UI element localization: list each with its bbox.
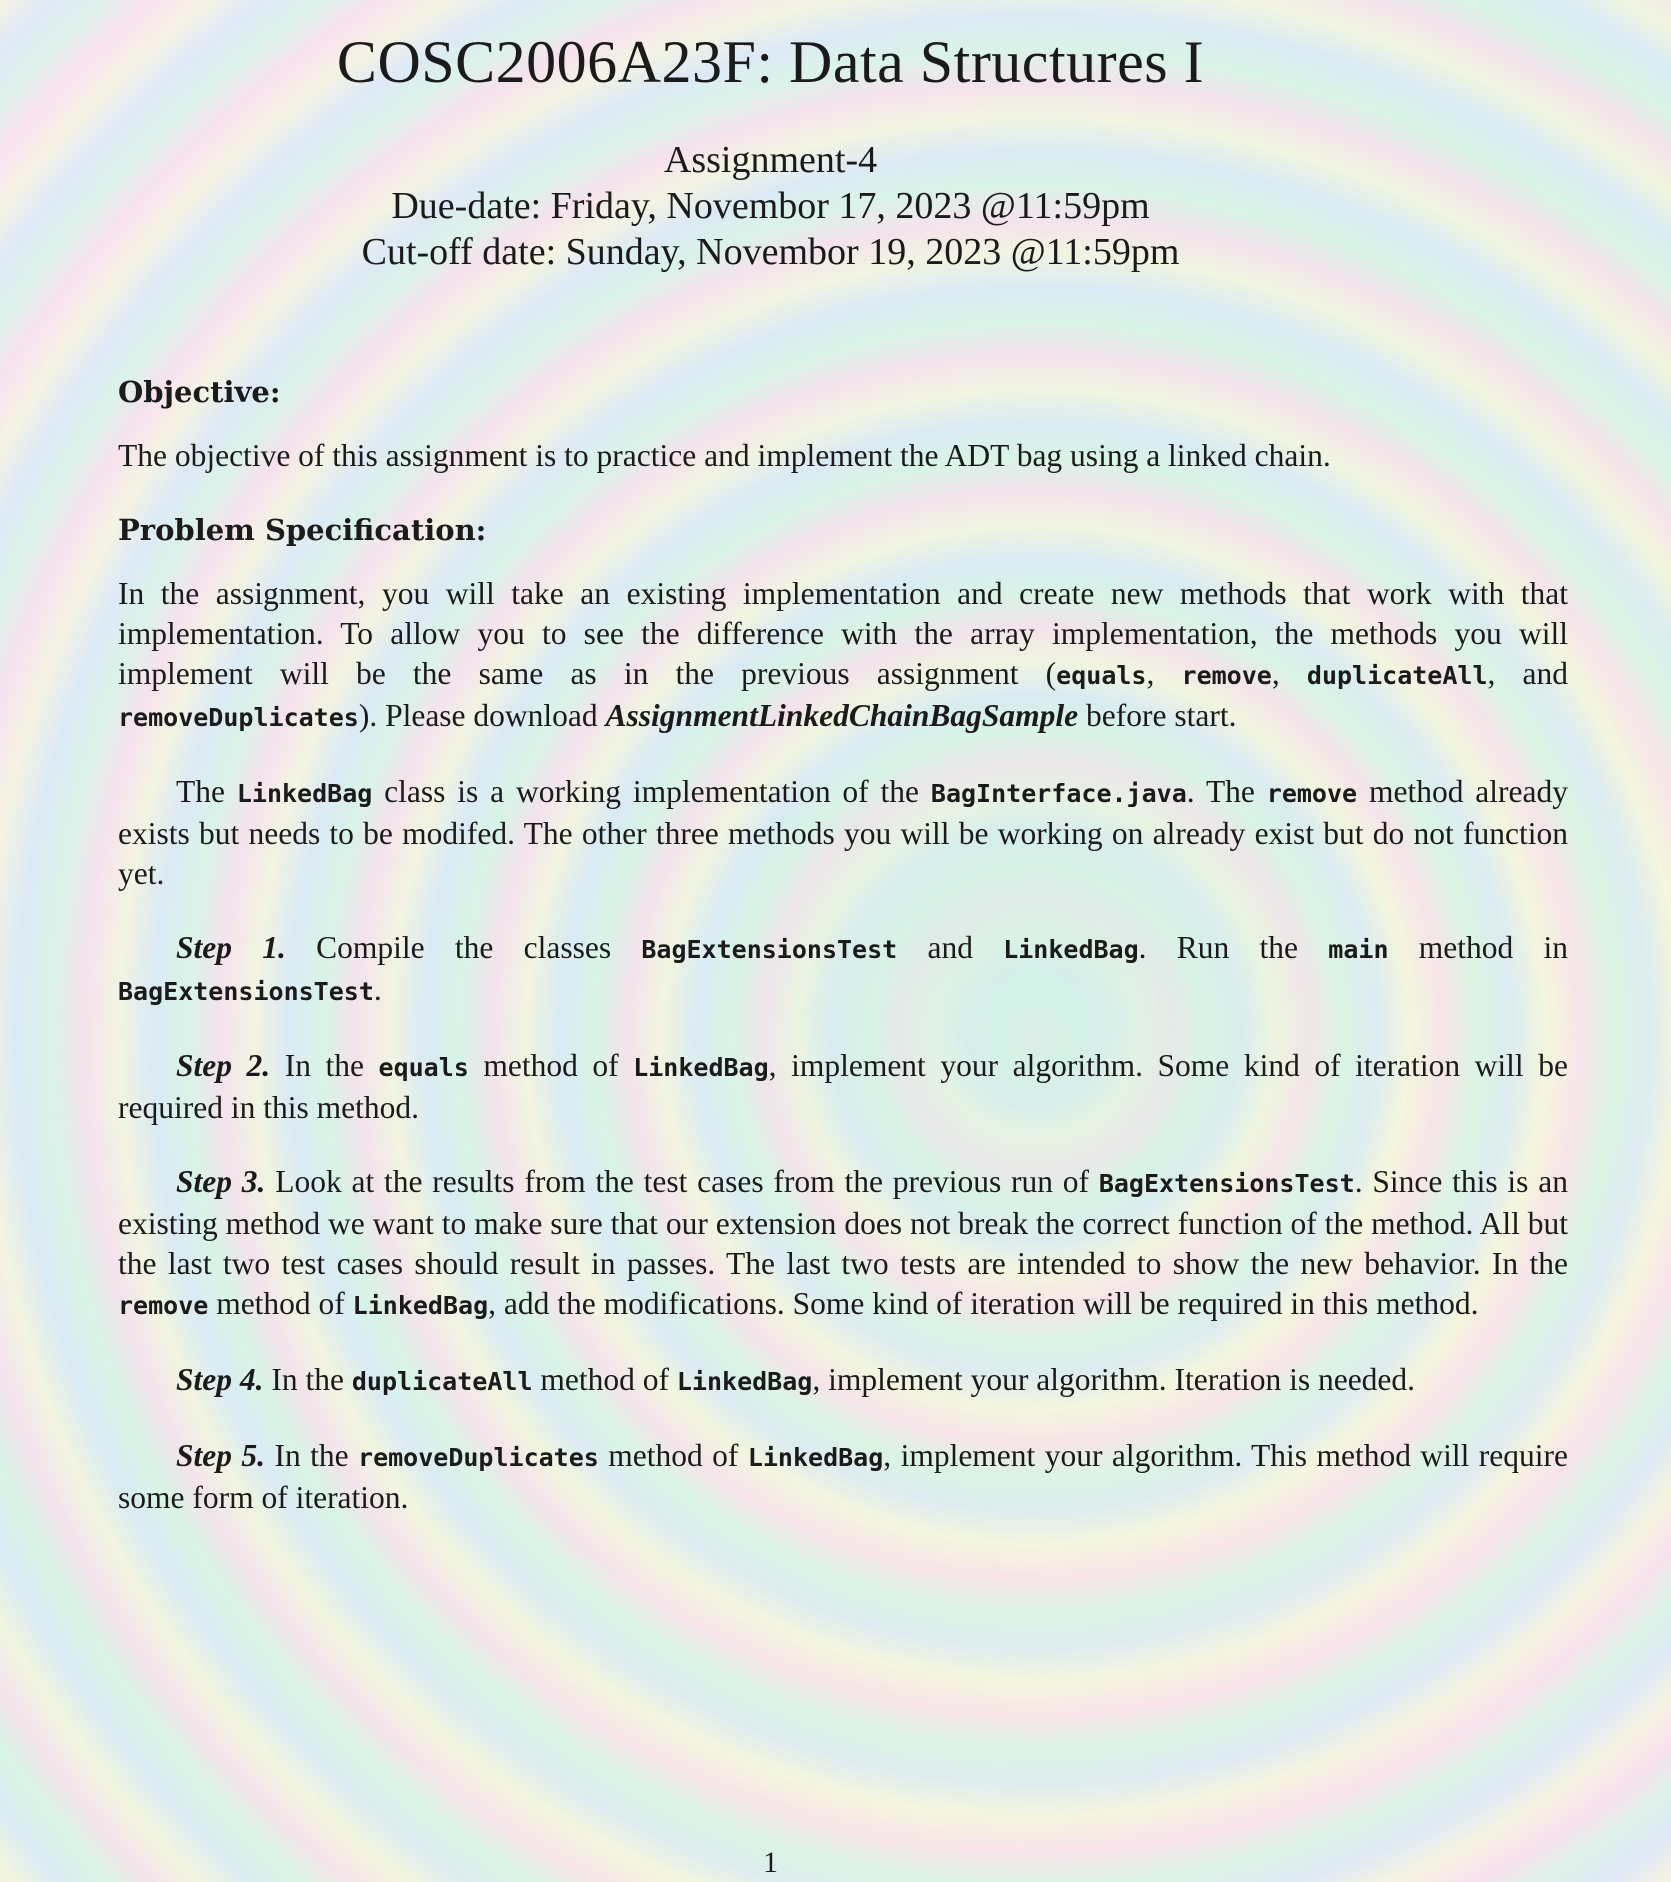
due-date: Due-date: Friday, Novembor 17, 2023 @11:59pm: [391, 185, 1150, 227]
code-bagextensionstest: BagExtensionsTest: [118, 977, 374, 1006]
text-fragment: , implement your algorithm. Iteration is needed.: [812, 1362, 1416, 1397]
text-fragment: method of: [598, 1438, 748, 1473]
document-header: [0, 28, 1671, 275]
text-fragment: , add the modifications. Some kind of iteration will be required in this method.: [488, 1286, 1479, 1321]
code-bagextensionstest: BagExtensionsTest: [641, 935, 898, 964]
code-equals: equals: [378, 1053, 469, 1082]
code-linkedbag: LinkedBag: [676, 1367, 813, 1396]
code-linkedbag: LinkedBag: [236, 779, 373, 808]
step-3-label: Step 3.: [176, 1164, 266, 1199]
text-fragment: In the assignment, you will take an existing implementation and create new methods that work with that implementation. To allow you to see the difference with the array implementation, the methods you will implement will be the same as in the previous assignment (: [118, 576, 1568, 691]
objective-text: The objective of this assignment is to practice and implement the ADT bag using a linked chain.: [118, 438, 1331, 473]
text-fragment: . Since this is an existing method we want to make sure that our extension does not break the correct function of the method. All but the last two test cases should result in passes. The last two tests are intended to show the new behavior. In the: [118, 1164, 1568, 1281]
text-fragment: . Run the: [1138, 930, 1329, 965]
code-baginterface: BagInterface.java: [930, 779, 1187, 808]
step-4-label: Step 4.: [176, 1362, 264, 1397]
cutoff-date: Cut-off date: Sunday, Novembor 19, 2023 @11:59pm: [361, 231, 1180, 273]
code-duplicateall: duplicateAll: [1306, 661, 1488, 690]
text-fragment: method of: [208, 1286, 353, 1321]
problem-paragraph-2: [118, 772, 1568, 894]
text-fragment: method of: [468, 1048, 634, 1083]
code-bagextensionstest: BagExtensionsTest: [1098, 1169, 1355, 1198]
text-fragment: Compile the classes: [285, 930, 642, 965]
problem-paragraph-1: [118, 574, 1568, 738]
step-2-label: Step 2.: [176, 1048, 271, 1083]
document-body: [118, 372, 1568, 1552]
step-2: [118, 1046, 1568, 1128]
text-fragment: and: [897, 930, 1004, 965]
step-1: [118, 928, 1568, 1012]
code-duplicateall: duplicateAll: [351, 1367, 533, 1396]
text-fragment: method already exists but needs to be modifed. The other three methods you will be working on already exist but do not function yet.: [118, 774, 1568, 891]
text-fragment: , implement your algorithm. Some kind of iteration will be required in this method.: [118, 1048, 1568, 1125]
code-removeduplicates: removeDuplicates: [118, 703, 359, 732]
code-linkedbag: LinkedBag: [633, 1053, 769, 1082]
step-5-label: Step 5.: [176, 1438, 266, 1473]
code-main: main: [1328, 935, 1389, 964]
sample-file-name: AssignmentLinkedChainBagSample: [605, 698, 1079, 733]
problem-spec-heading: Problem Specification:: [118, 513, 487, 547]
text-fragment: ,: [1271, 656, 1307, 691]
text-fragment: In the: [265, 1438, 359, 1473]
text-fragment: ,: [1146, 656, 1182, 691]
text-fragment: .: [373, 972, 382, 1007]
code-removeduplicates: removeDuplicates: [358, 1443, 599, 1472]
step-3: [118, 1162, 1568, 1326]
course-title: COSC2006A23F: Data Structures I: [336, 29, 1205, 95]
code-equals: equals: [1056, 661, 1147, 690]
text-fragment: method in: [1388, 930, 1568, 965]
text-fragment: , implement your algorithm. This method will require some form of iteration.: [118, 1438, 1568, 1515]
text-fragment: In the: [263, 1362, 352, 1397]
text-fragment: , and: [1487, 656, 1569, 691]
code-remove: remove: [118, 1291, 209, 1320]
text-fragment: method of: [532, 1362, 677, 1397]
step-5: [118, 1436, 1568, 1518]
text-fragment: The: [176, 774, 237, 809]
code-remove: remove: [1181, 661, 1272, 690]
text-fragment: . The: [1186, 774, 1267, 809]
code-remove: remove: [1266, 779, 1358, 808]
text-fragment: In the: [270, 1048, 379, 1083]
assignment-number: Assignment-4: [663, 139, 878, 181]
text-fragment: ). Please download: [358, 698, 606, 733]
code-linkedbag: LinkedBag: [352, 1291, 489, 1320]
step-1-label: Step 1.: [176, 930, 286, 965]
code-linkedbag: LinkedBag: [747, 1443, 884, 1472]
text-fragment: before start.: [1078, 698, 1237, 733]
assignment-meta: [0, 137, 1671, 275]
page-number: 1: [763, 1846, 778, 1879]
text-fragment: Look at the results from the test cases from the previous run of: [265, 1164, 1099, 1199]
code-linkedbag: LinkedBag: [1003, 935, 1139, 964]
objective-heading: Objective:: [118, 375, 281, 409]
text-fragment: class is a working implementation of the: [372, 774, 931, 809]
step-4: [118, 1360, 1568, 1402]
